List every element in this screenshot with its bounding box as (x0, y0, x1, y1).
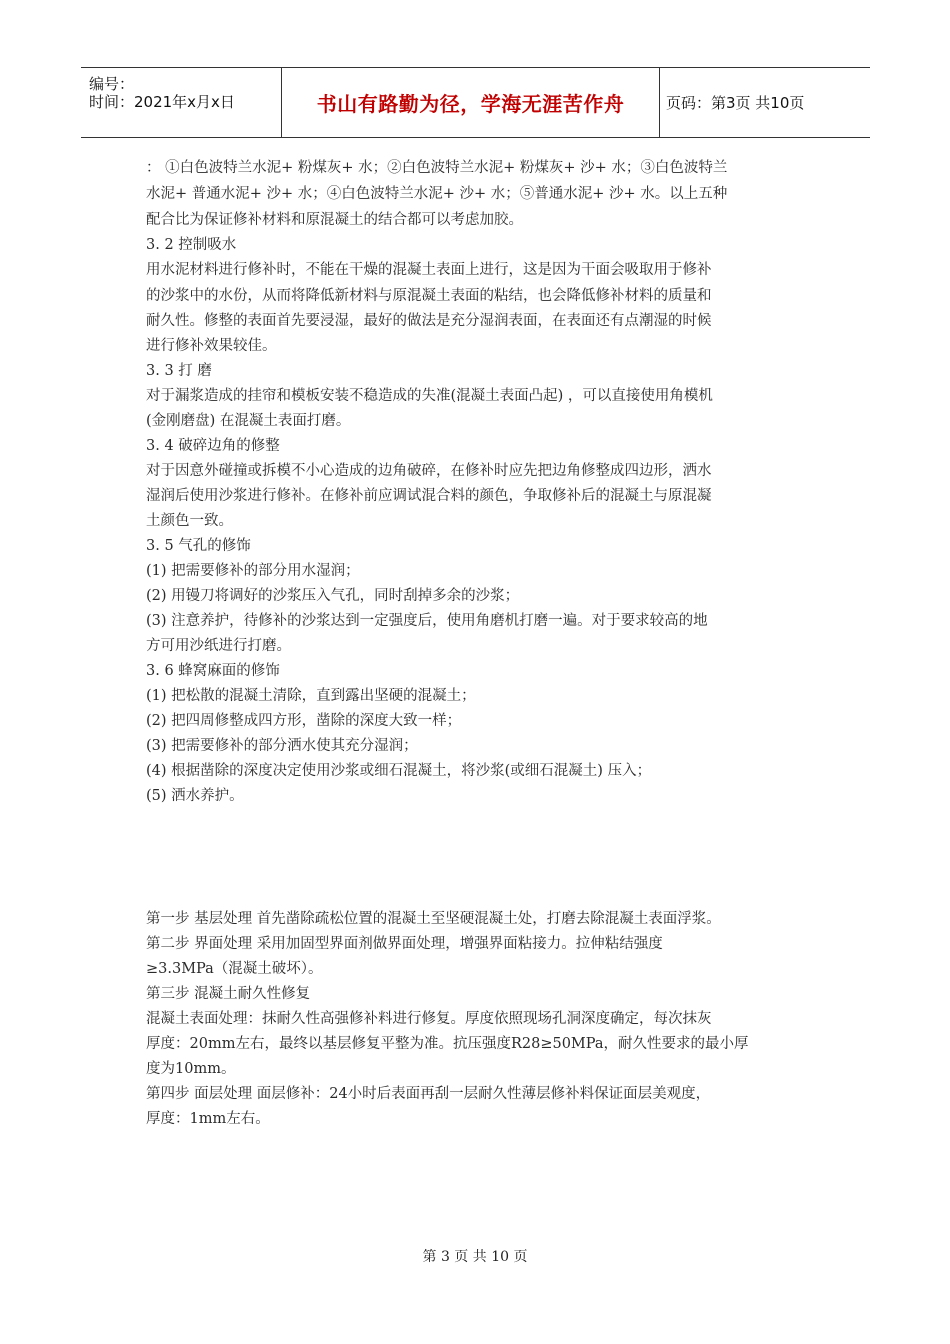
section-heading: 3. 6 蜂窝麻面的修饰 (146, 663, 280, 679)
number-label: 编号： (89, 75, 135, 93)
list-item: (5) 洒水养护。 (146, 788, 244, 804)
section-heading: 3. 2 控制吸水 (146, 237, 237, 253)
body-line: 水泥+ 普通水泥+ 沙+ 水；④白色波特兰水泥+ 沙+ 水；⑤普通水泥+ 沙+ 水。以上五种 (146, 186, 728, 202)
body-line: 方可用沙纸进行打磨。 (146, 638, 291, 654)
header-page-label: 页码：第3页 共10页 (666, 94, 805, 112)
section-heading: 3. 5 气孔的修饰 (146, 538, 251, 554)
page-header (81, 67, 870, 138)
step-line: 第四步 面层处理 面层修补：24小时后表面再刮一层耐久性薄层修补料保证面层美观度， (146, 1086, 711, 1102)
body-line: (金刚磨盘) 在混凝土表面打磨。 (146, 413, 351, 429)
body-line: 土颜色一致。 (146, 513, 233, 529)
body-line: 厚度：1mm左右。 (146, 1111, 270, 1127)
body-line: 度为10mm。 (146, 1061, 236, 1077)
body-line: 进行修补效果较佳。 (146, 338, 277, 354)
motto-text: 书山有路勤为径，学海无涯苦作舟 (316, 92, 625, 116)
body-line: 的沙浆中的水份，从而将降低新材料与原混凝土表面的粘结，也会降低修补材料的质量和 (146, 288, 712, 304)
page-footer: 第 3 页 共 10 页 (422, 1249, 528, 1265)
time-label: 时间：2021年x月x日 (89, 93, 235, 111)
section-heading: 3. 3 打 磨 (146, 363, 212, 379)
list-item: (3) 注意养护，待修补的沙浆达到一定强度后，使用角磨机打磨一遍。对于要求较高的地 (146, 613, 708, 629)
section-heading: 3. 4 破碎边角的修整 (146, 438, 280, 454)
step-line: 第二步 界面处理 采用加固型界面剂做界面处理，增强界面粘接力。拉伸粘结强度 (146, 936, 663, 952)
body-line: 耐久性。修整的表面首先要浸湿，最好的做法是充分湿润表面，在表面还有点潮湿的时候 (146, 313, 712, 329)
body-line: 混凝土表面处理：抹耐久性高强修补料进行修复。厚度依照现场孔洞深度确定，每次抹灰 (146, 1011, 712, 1027)
body-line: 用水泥材料进行修补时，不能在干燥的混凝土表面上进行，这是因为干面会吸取用于修补 (146, 262, 712, 278)
body-line: ≥3.3MPa（混凝土破坏）。 (146, 961, 323, 977)
list-item: (2) 把四周修整成四方形，凿除的深度大致一样； (146, 713, 462, 729)
list-item: (1) 把松散的混凝土清除，直到露出坚硬的混凝土； (146, 688, 476, 704)
body-line: 对于因意外碰撞或拆模不小心造成的边角破碎，在修补时应先把边角修整成四边形，洒水 (146, 463, 712, 479)
body-line: ： ①白色波特兰水泥+ 粉煤灰+ 水；②白色波特兰水泥+ 粉煤灰+ 沙+ 水；③白色波特兰 (146, 160, 728, 176)
body-line: 对于漏浆造成的挂帘和模板安装不稳造成的失准(混凝土表面凸起) ，可以直接使用角模机 (146, 388, 713, 404)
body-line: 配合比为保证修补材料和原混凝土的结合都可以考虑加胶。 (146, 212, 523, 228)
list-item: (2) 用镘刀将调好的沙浆压入气孔，同时刮掉多余的沙浆； (146, 588, 520, 604)
step-line: 第三步 混凝土耐久性修复 (146, 986, 311, 1002)
body-line: 湿润后使用沙浆进行修补。在修补前应调试混合料的颜色，争取修补后的混凝土与原混凝 (146, 488, 712, 504)
header-meta (81, 68, 282, 137)
list-item: (1) 把需要修补的部分用水湿润； (146, 563, 360, 579)
header-motto (282, 68, 660, 137)
list-item: (4) 根据凿除的深度决定使用沙浆或细石混凝土，将沙浆(或细石混凝土) 压入； (146, 763, 652, 779)
list-item: (3) 把需要修补的部分洒水使其充分湿润； (146, 738, 418, 754)
step-line: 第一步 基层处理 首先凿除疏松位置的混凝土至坚硬混凝土处，打磨去除混凝土表面浮浆。 (146, 911, 721, 927)
body-line: 厚度：20mm左右，最终以基层修复平整为准。抗压强度R28≥50MPa，耐久性要求的最小厚 (146, 1036, 749, 1052)
